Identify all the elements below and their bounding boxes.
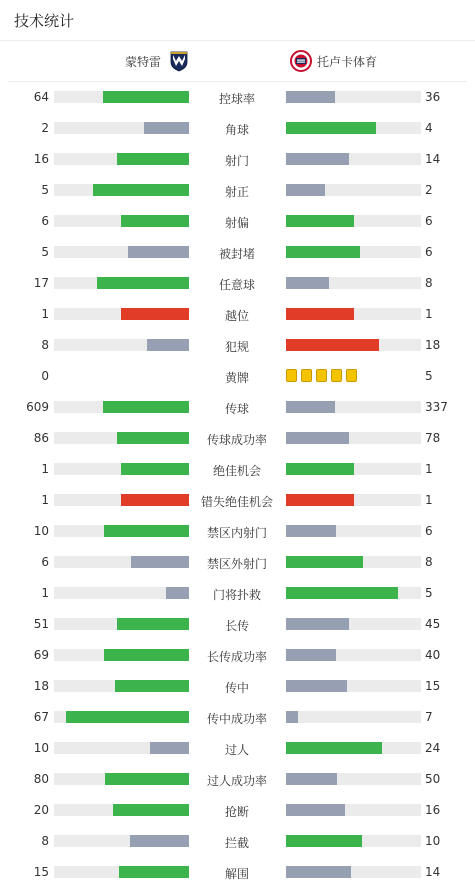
away-value: 14 (425, 865, 441, 879)
away-bar-track (286, 308, 421, 320)
yellow-card-icon (301, 369, 312, 382)
section-header (0, 0, 475, 41)
home-value: 15 (33, 865, 49, 879)
stat-label: 过人 (224, 743, 249, 757)
away-value: 10 (425, 834, 441, 848)
away-bar-track (286, 680, 421, 692)
home-bar-track (54, 773, 189, 785)
away-bar-track (286, 215, 421, 227)
away-bar-fill (286, 153, 349, 165)
stat-label: 门将扑救 (212, 588, 261, 602)
away-bar-fill (286, 246, 360, 258)
away-team-name: 托卢卡体育 (317, 54, 378, 69)
stat-row (0, 484, 475, 515)
home-bar-track (54, 432, 189, 444)
away-bar-fill (286, 463, 354, 475)
home-bar-track (54, 618, 189, 630)
home-bar-track (54, 525, 189, 537)
home-value: 5 (41, 245, 49, 259)
home-bar-fill (144, 122, 189, 134)
home-value: 1 (41, 462, 49, 476)
yellow-card-icon (346, 369, 357, 382)
home-bar-track (54, 742, 189, 754)
home-value: 51 (33, 617, 49, 631)
toluca-crest-icon (290, 50, 312, 72)
home-bar-track (54, 339, 189, 351)
away-value: 40 (425, 648, 441, 662)
away-value: 2 (425, 183, 433, 197)
away-value: 6 (425, 245, 433, 259)
stat-row (0, 546, 475, 577)
home-value: 18 (33, 679, 49, 693)
stat-row (0, 143, 475, 174)
stat-row (0, 670, 475, 701)
away-bar-track (286, 556, 421, 568)
away-bar-fill (286, 494, 354, 506)
away-bar-fill (286, 277, 329, 289)
away-value: 5 (425, 369, 433, 383)
away-bar-track (286, 804, 421, 816)
away-bar-fill (286, 401, 335, 413)
away-bar-fill (286, 184, 325, 196)
stat-label: 黄牌 (224, 371, 249, 385)
away-value: 6 (425, 524, 433, 538)
away-bar-track (286, 711, 421, 723)
away-bar-fill (286, 308, 354, 320)
away-value: 24 (425, 741, 441, 755)
away-bar-fill (286, 432, 349, 444)
home-value: 5 (41, 183, 49, 197)
stat-row (0, 732, 475, 763)
stat-row (0, 422, 475, 453)
home-bar-track (54, 587, 189, 599)
away-bar-track (286, 618, 421, 630)
away-bar-fill (286, 742, 382, 754)
away-value: 1 (425, 493, 433, 507)
stat-label: 解围 (224, 867, 249, 881)
home-team-name: 蒙特雷 (124, 54, 161, 69)
home-bar-fill (121, 494, 189, 506)
home-bar-fill (166, 587, 189, 599)
stat-label: 长传 (224, 619, 249, 633)
away-bar-fill (286, 773, 337, 785)
home-value: 6 (41, 214, 49, 228)
away-bar-track (286, 246, 421, 258)
home-value: 0 (41, 369, 49, 383)
stat-row (0, 267, 475, 298)
stat-row (0, 794, 475, 825)
home-bar-fill (113, 804, 189, 816)
home-bar-fill (121, 308, 189, 320)
home-bar-fill (103, 401, 189, 413)
home-bar-fill (150, 742, 189, 754)
away-bar-track (286, 184, 421, 196)
away-value: 78 (425, 431, 441, 445)
stat-label: 被封堵 (218, 247, 255, 261)
away-bar-fill (286, 649, 336, 661)
away-value: 337 (425, 400, 448, 414)
home-value: 80 (33, 772, 49, 786)
home-bar-track (54, 835, 189, 847)
away-bar-track (286, 463, 421, 475)
away-bar-fill (286, 587, 398, 599)
home-bar-fill (93, 184, 189, 196)
stat-row (0, 453, 475, 484)
home-bar-track (54, 401, 189, 413)
away-bar-fill (286, 91, 335, 103)
away-bar-track (286, 277, 421, 289)
stat-label: 犯规 (224, 340, 249, 354)
home-bar-fill (66, 711, 189, 723)
away-value: 7 (425, 710, 433, 724)
stat-row (0, 174, 475, 205)
away-bar-fill (286, 618, 349, 630)
away-bar-fill (286, 835, 362, 847)
away-bar-fill (286, 866, 351, 878)
home-value: 69 (33, 648, 49, 662)
home-bar-fill (103, 91, 189, 103)
stat-label: 射偏 (224, 216, 249, 230)
away-bar-fill (286, 680, 347, 692)
home-bar-fill (119, 866, 189, 878)
home-bar-track (54, 711, 189, 723)
yellow-cards (286, 369, 357, 382)
stat-row (0, 236, 475, 267)
home-bar-track (54, 246, 189, 258)
home-bar-fill (117, 618, 189, 630)
monterrey-crest-icon (168, 50, 190, 72)
away-bar-fill (286, 556, 363, 568)
away-value: 4 (425, 121, 433, 135)
home-bar-fill (128, 246, 189, 258)
stat-row (0, 608, 475, 639)
stat-label: 拦截 (224, 836, 249, 850)
away-bar-fill (286, 711, 298, 723)
home-value: 6 (41, 555, 49, 569)
home-value: 1 (41, 307, 49, 321)
stat-label: 控球率 (218, 92, 255, 106)
yellow-card-icon (316, 369, 327, 382)
yellow-card-icon (286, 369, 297, 382)
stat-label: 错失绝佳机会 (200, 495, 273, 509)
stat-label: 越位 (224, 309, 249, 323)
stat-label: 射正 (224, 185, 249, 199)
stat-row (0, 856, 475, 887)
away-value: 8 (425, 276, 433, 290)
stat-row (0, 763, 475, 794)
away-bar-fill (286, 525, 336, 537)
stat-label: 禁区内射门 (206, 526, 267, 540)
away-bar-track (286, 525, 421, 537)
home-bar-fill (104, 525, 189, 537)
stat-label: 射门 (224, 154, 249, 168)
stat-label: 过人成功率 (206, 774, 267, 788)
home-bar-track (54, 866, 189, 878)
home-bar-fill (104, 649, 189, 661)
away-bar-track (286, 742, 421, 754)
home-value: 64 (33, 90, 49, 104)
home-bar-track (54, 91, 189, 103)
stat-row (0, 360, 475, 391)
home-bar-fill (97, 277, 189, 289)
away-bar-track (286, 401, 421, 413)
home-value: 609 (26, 400, 49, 414)
away-bar-track (286, 339, 421, 351)
away-value: 36 (425, 90, 441, 104)
away-value: 45 (425, 617, 441, 631)
stat-row (0, 329, 475, 360)
away-value: 16 (425, 803, 441, 817)
stat-label: 传中成功率 (206, 712, 267, 726)
stat-row (0, 205, 475, 236)
away-bar-track (286, 587, 421, 599)
away-bar-track (286, 835, 421, 847)
stat-row (0, 391, 475, 422)
home-bar-fill (131, 556, 189, 568)
away-value: 6 (425, 214, 433, 228)
away-bar-track (286, 866, 421, 878)
home-bar-track (54, 215, 189, 227)
stat-label: 角球 (224, 123, 249, 137)
home-value: 86 (33, 431, 49, 445)
stat-label: 传球成功率 (206, 433, 267, 447)
home-bar-track (54, 463, 189, 475)
away-value: 18 (425, 338, 441, 352)
away-bar-track (286, 432, 421, 444)
away-bar-track (286, 91, 421, 103)
home-value: 2 (41, 121, 49, 135)
home-value: 8 (41, 834, 49, 848)
home-value: 67 (33, 710, 49, 724)
away-bar-track (286, 773, 421, 785)
stat-label: 长传成功率 (206, 650, 267, 664)
yellow-card-icon (331, 369, 342, 382)
stat-row (0, 515, 475, 546)
home-bar-fill (130, 835, 189, 847)
home-bar-fill (115, 680, 189, 692)
home-bar-track (54, 680, 189, 692)
stat-label: 任意球 (218, 278, 255, 292)
stat-row (0, 298, 475, 329)
home-team (125, 41, 190, 81)
home-bar-track (54, 153, 189, 165)
home-bar-fill (121, 215, 189, 227)
stat-label: 传球 (224, 402, 249, 416)
home-bar-fill (117, 432, 189, 444)
away-value: 14 (425, 152, 441, 166)
stat-row (0, 825, 475, 856)
home-bar-fill (105, 773, 189, 785)
home-value: 10 (33, 741, 49, 755)
teams-header (8, 41, 467, 82)
stat-row (0, 577, 475, 608)
home-value: 1 (41, 586, 49, 600)
stat-row (0, 701, 475, 732)
home-bar-track (54, 556, 189, 568)
away-bar-track (286, 122, 421, 134)
home-bar-track (54, 277, 189, 289)
away-team (290, 41, 377, 81)
stat-label: 禁区外射门 (206, 557, 267, 571)
home-value: 20 (33, 803, 49, 817)
away-bar-fill (286, 339, 379, 351)
stat-row (0, 81, 475, 112)
section-title: 技术统计 (14, 12, 75, 30)
away-value: 50 (425, 772, 441, 786)
away-bar-fill (286, 804, 345, 816)
stat-label: 抢断 (224, 805, 249, 819)
home-bar-fill (147, 339, 189, 351)
home-value: 8 (41, 338, 49, 352)
away-bar-track (286, 153, 421, 165)
home-value: 16 (33, 152, 49, 166)
home-bar-track (54, 184, 189, 196)
away-value: 5 (425, 586, 433, 600)
stat-label: 绝佳机会 (212, 464, 261, 478)
home-bar-fill (121, 463, 189, 475)
home-value: 17 (33, 276, 49, 290)
stat-row (0, 639, 475, 670)
away-bar-fill (286, 215, 354, 227)
away-bar-track (286, 494, 421, 506)
away-value: 1 (425, 307, 433, 321)
home-value: 1 (41, 493, 49, 507)
stat-row (0, 112, 475, 143)
home-bar-track (54, 494, 189, 506)
away-value: 1 (425, 462, 433, 476)
stats-list (0, 81, 475, 887)
home-bar-fill (117, 153, 189, 165)
home-bar-track (54, 122, 189, 134)
away-value: 8 (425, 555, 433, 569)
home-bar-track (54, 804, 189, 816)
away-bar-track (286, 649, 421, 661)
away-value: 15 (425, 679, 441, 693)
home-bar-track (54, 649, 189, 661)
stat-label: 传中 (224, 681, 249, 695)
away-bar-fill (286, 122, 376, 134)
home-value: 10 (33, 524, 49, 538)
home-bar-track (54, 308, 189, 320)
